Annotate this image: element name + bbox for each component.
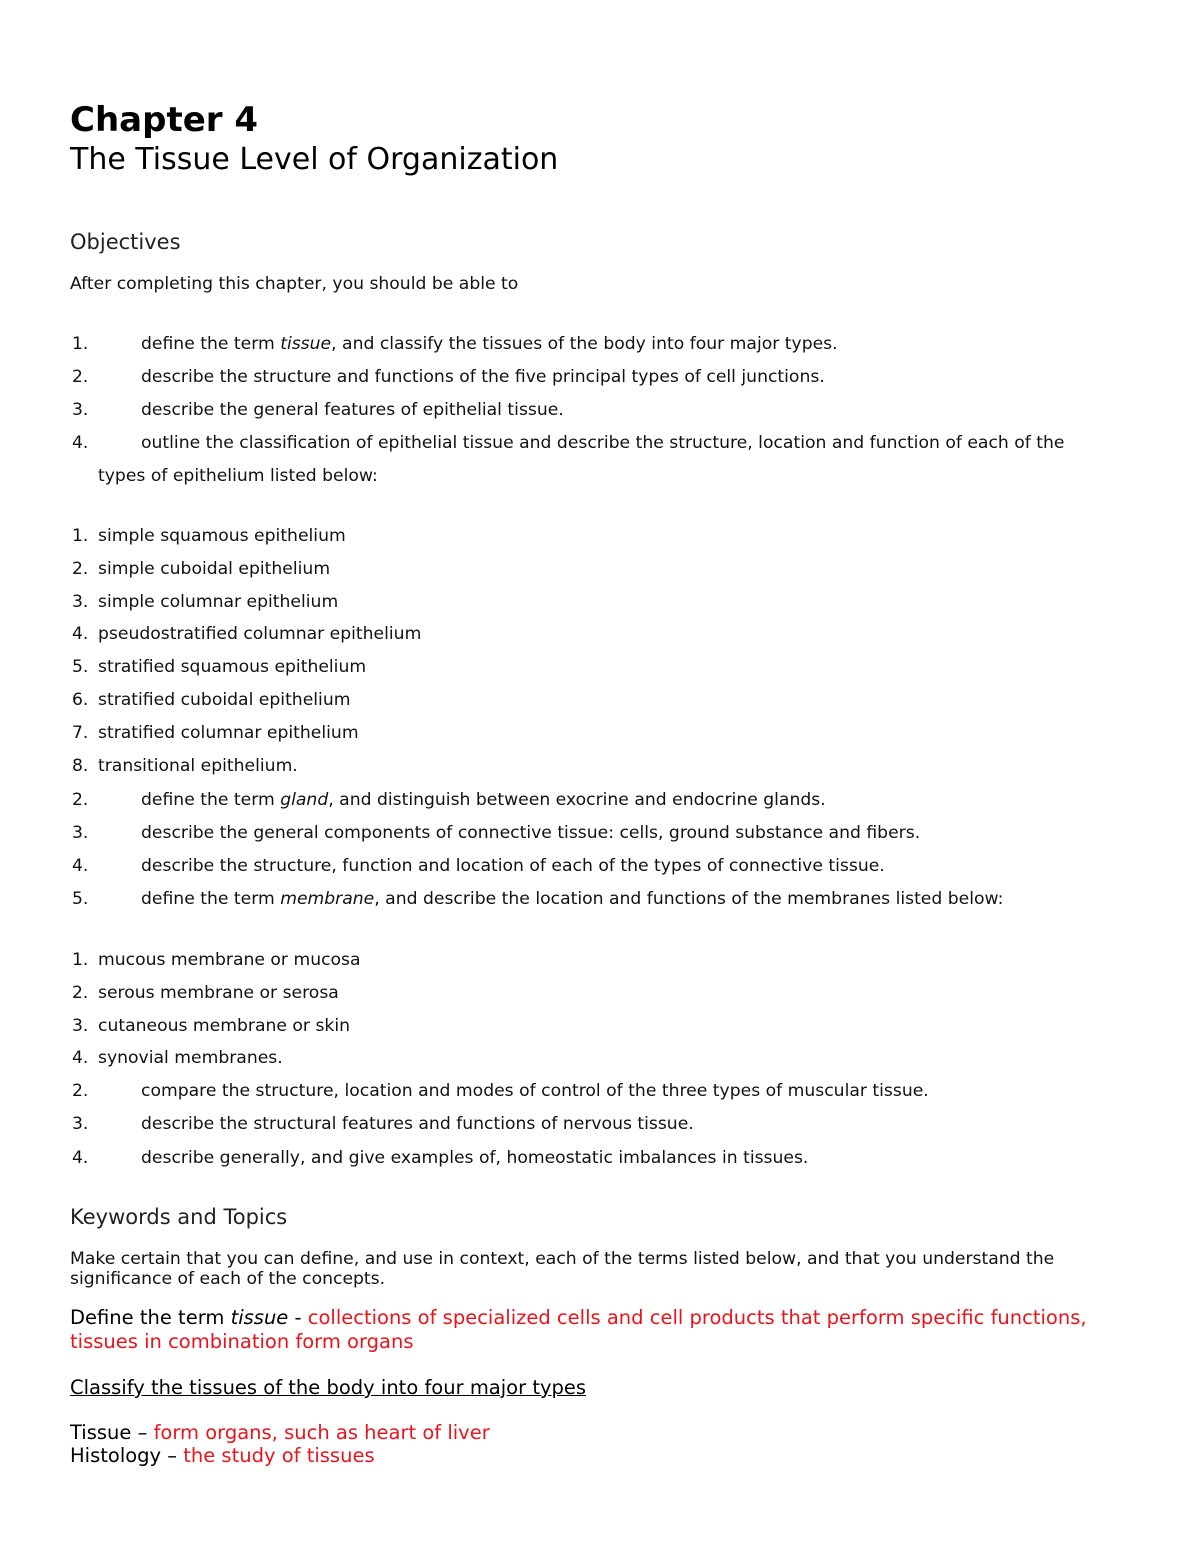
objective-item [0, 432, 1200, 454]
objective-item [0, 399, 1200, 421]
item-number: 3. [72, 1015, 89, 1036]
item-text: stratified columnar epithelium [98, 722, 359, 743]
item-number: 3. [72, 591, 89, 612]
objective-item [0, 1080, 1200, 1102]
list-item [0, 689, 1200, 711]
objective-item [0, 366, 1200, 388]
item-number: 3. [72, 1114, 89, 1134]
keywords-intro-line1: Make certain that you can define, and use in context, each of the terms listed below, and that you understand the [70, 1249, 1055, 1269]
keywords-heading: Keywords and Topics [70, 1205, 288, 1229]
list-item [0, 1047, 1200, 1069]
item-text: stratified squamous epithelium [98, 657, 367, 678]
item-text: transitional epithelium. [98, 755, 298, 776]
item-text: simple squamous epithelium [98, 526, 346, 546]
define-tissue-line1 [70, 1306, 1087, 1330]
objectives-heading: Objectives [70, 230, 181, 254]
objective-item [0, 822, 1200, 844]
objective-item [0, 1113, 1200, 1135]
item-text: mucous membrane or mucosa [98, 950, 361, 970]
list-item [0, 722, 1200, 744]
classify-heading: Classify the tissues of the body into four major types [70, 1376, 587, 1399]
objective-item [0, 789, 1200, 811]
item-number: 4. [72, 856, 89, 876]
define-label: Define the term [70, 1306, 231, 1329]
list-item [0, 591, 1200, 613]
list-item [0, 558, 1200, 580]
item-number: 4. [72, 624, 89, 645]
list-item [0, 755, 1200, 777]
item-number: 4. [72, 1148, 89, 1168]
item-text: describe the general features of epithelial tissue. [141, 400, 564, 420]
item-number: 5. [72, 889, 89, 909]
item-term: tissue [280, 334, 332, 354]
objective-item [0, 888, 1200, 910]
item-number: 1. [72, 526, 89, 546]
objective-item [0, 333, 1200, 355]
item-number: 4. [72, 1048, 89, 1069]
item-text: cutaneous membrane or skin [98, 1015, 351, 1036]
item-text: describe generally, and give examples of, homeostatic imbalances in tissues. [141, 1148, 809, 1168]
item-text: simple cuboidal epithelium [98, 558, 331, 579]
list-item [0, 1015, 1200, 1037]
item-term: gland [280, 790, 329, 810]
item-text: describe the general components of connective tissue: cells, ground substance and fibers. [141, 823, 921, 843]
item-number: 1. [72, 334, 89, 354]
histology-definition [70, 1444, 375, 1468]
item-text [141, 789, 826, 811]
item-number: 4. [72, 433, 89, 453]
item-number: 2. [72, 558, 89, 579]
item-number: 1. [72, 950, 89, 970]
item-text [141, 333, 838, 355]
item-text: outline the classification of epithelial tissue and describe the structure, location and function of each of the [141, 433, 1065, 453]
item-text: compare the structure, location and modes of control of the three types of muscular tissue. [141, 1081, 929, 1101]
objective-item [0, 855, 1200, 877]
item-text [141, 888, 1003, 910]
item-text: pseudostratified columnar epithelium [98, 624, 422, 645]
item-text-pre: define the term [141, 790, 281, 810]
item-text: stratified cuboidal epithelium [98, 690, 351, 710]
item-number: 2. [72, 790, 89, 810]
item-text-post: , and distinguish between exocrine and endocrine glands. [328, 790, 826, 810]
item-text: describe the structure, function and location of each of the types of connective tissue. [141, 856, 885, 876]
define-answer-line2: tissues in combination form organs [70, 1330, 414, 1353]
list-item [0, 949, 1200, 971]
item-number: 3. [72, 400, 89, 420]
define-answer: collections of specialized cells and cell products that perform specific functions, [307, 1306, 1087, 1329]
list-item [0, 623, 1200, 645]
item-text-continuation: types of epithelium listed below: [98, 466, 378, 486]
tissue-answer: form organs, such as heart of liver [153, 1421, 490, 1444]
item-number: 2. [72, 367, 89, 387]
tissue-definition [70, 1421, 490, 1445]
item-term: membrane [280, 889, 375, 909]
item-text: synovial membranes. [98, 1048, 283, 1069]
define-term: tissue [230, 1306, 289, 1329]
histology-answer: the study of tissues [183, 1444, 375, 1467]
item-number: 2. [72, 1081, 89, 1101]
item-text: describe the structural features and functions of nervous tissue. [141, 1114, 694, 1134]
chapter-subtitle: The Tissue Level of Organization [70, 142, 559, 177]
define-dash: - [288, 1306, 308, 1329]
item-number: 2. [72, 982, 89, 1003]
item-text-pre: define the term [141, 889, 281, 909]
tissue-label: Tissue – [70, 1421, 154, 1444]
item-number: 7. [72, 722, 89, 743]
item-number: 8. [72, 755, 89, 776]
objectives-intro: After completing this chapter, you should be able to [70, 274, 519, 294]
item-text: simple columnar epithelium [98, 591, 339, 612]
item-text-pre: define the term [141, 334, 281, 354]
item-text-post: , and classify the tissues of the body into four major types. [331, 334, 838, 354]
histology-label: Histology – [70, 1444, 184, 1467]
item-text: serous membrane or serosa [98, 982, 339, 1003]
item-number: 3. [72, 823, 89, 843]
item-number: 6. [72, 690, 89, 710]
item-text: describe the structure and functions of the five principal types of cell junctions. [141, 367, 825, 387]
list-item [0, 656, 1200, 678]
item-text-post: , and describe the location and functions of the membranes listed below: [374, 889, 1004, 909]
keywords-intro-line2: significance of each of the concepts. [70, 1269, 386, 1289]
item-number: 5. [72, 657, 89, 678]
list-item [0, 525, 1200, 547]
objective-item [0, 1147, 1200, 1169]
list-item [0, 982, 1200, 1004]
chapter-title: Chapter 4 [70, 100, 259, 140]
